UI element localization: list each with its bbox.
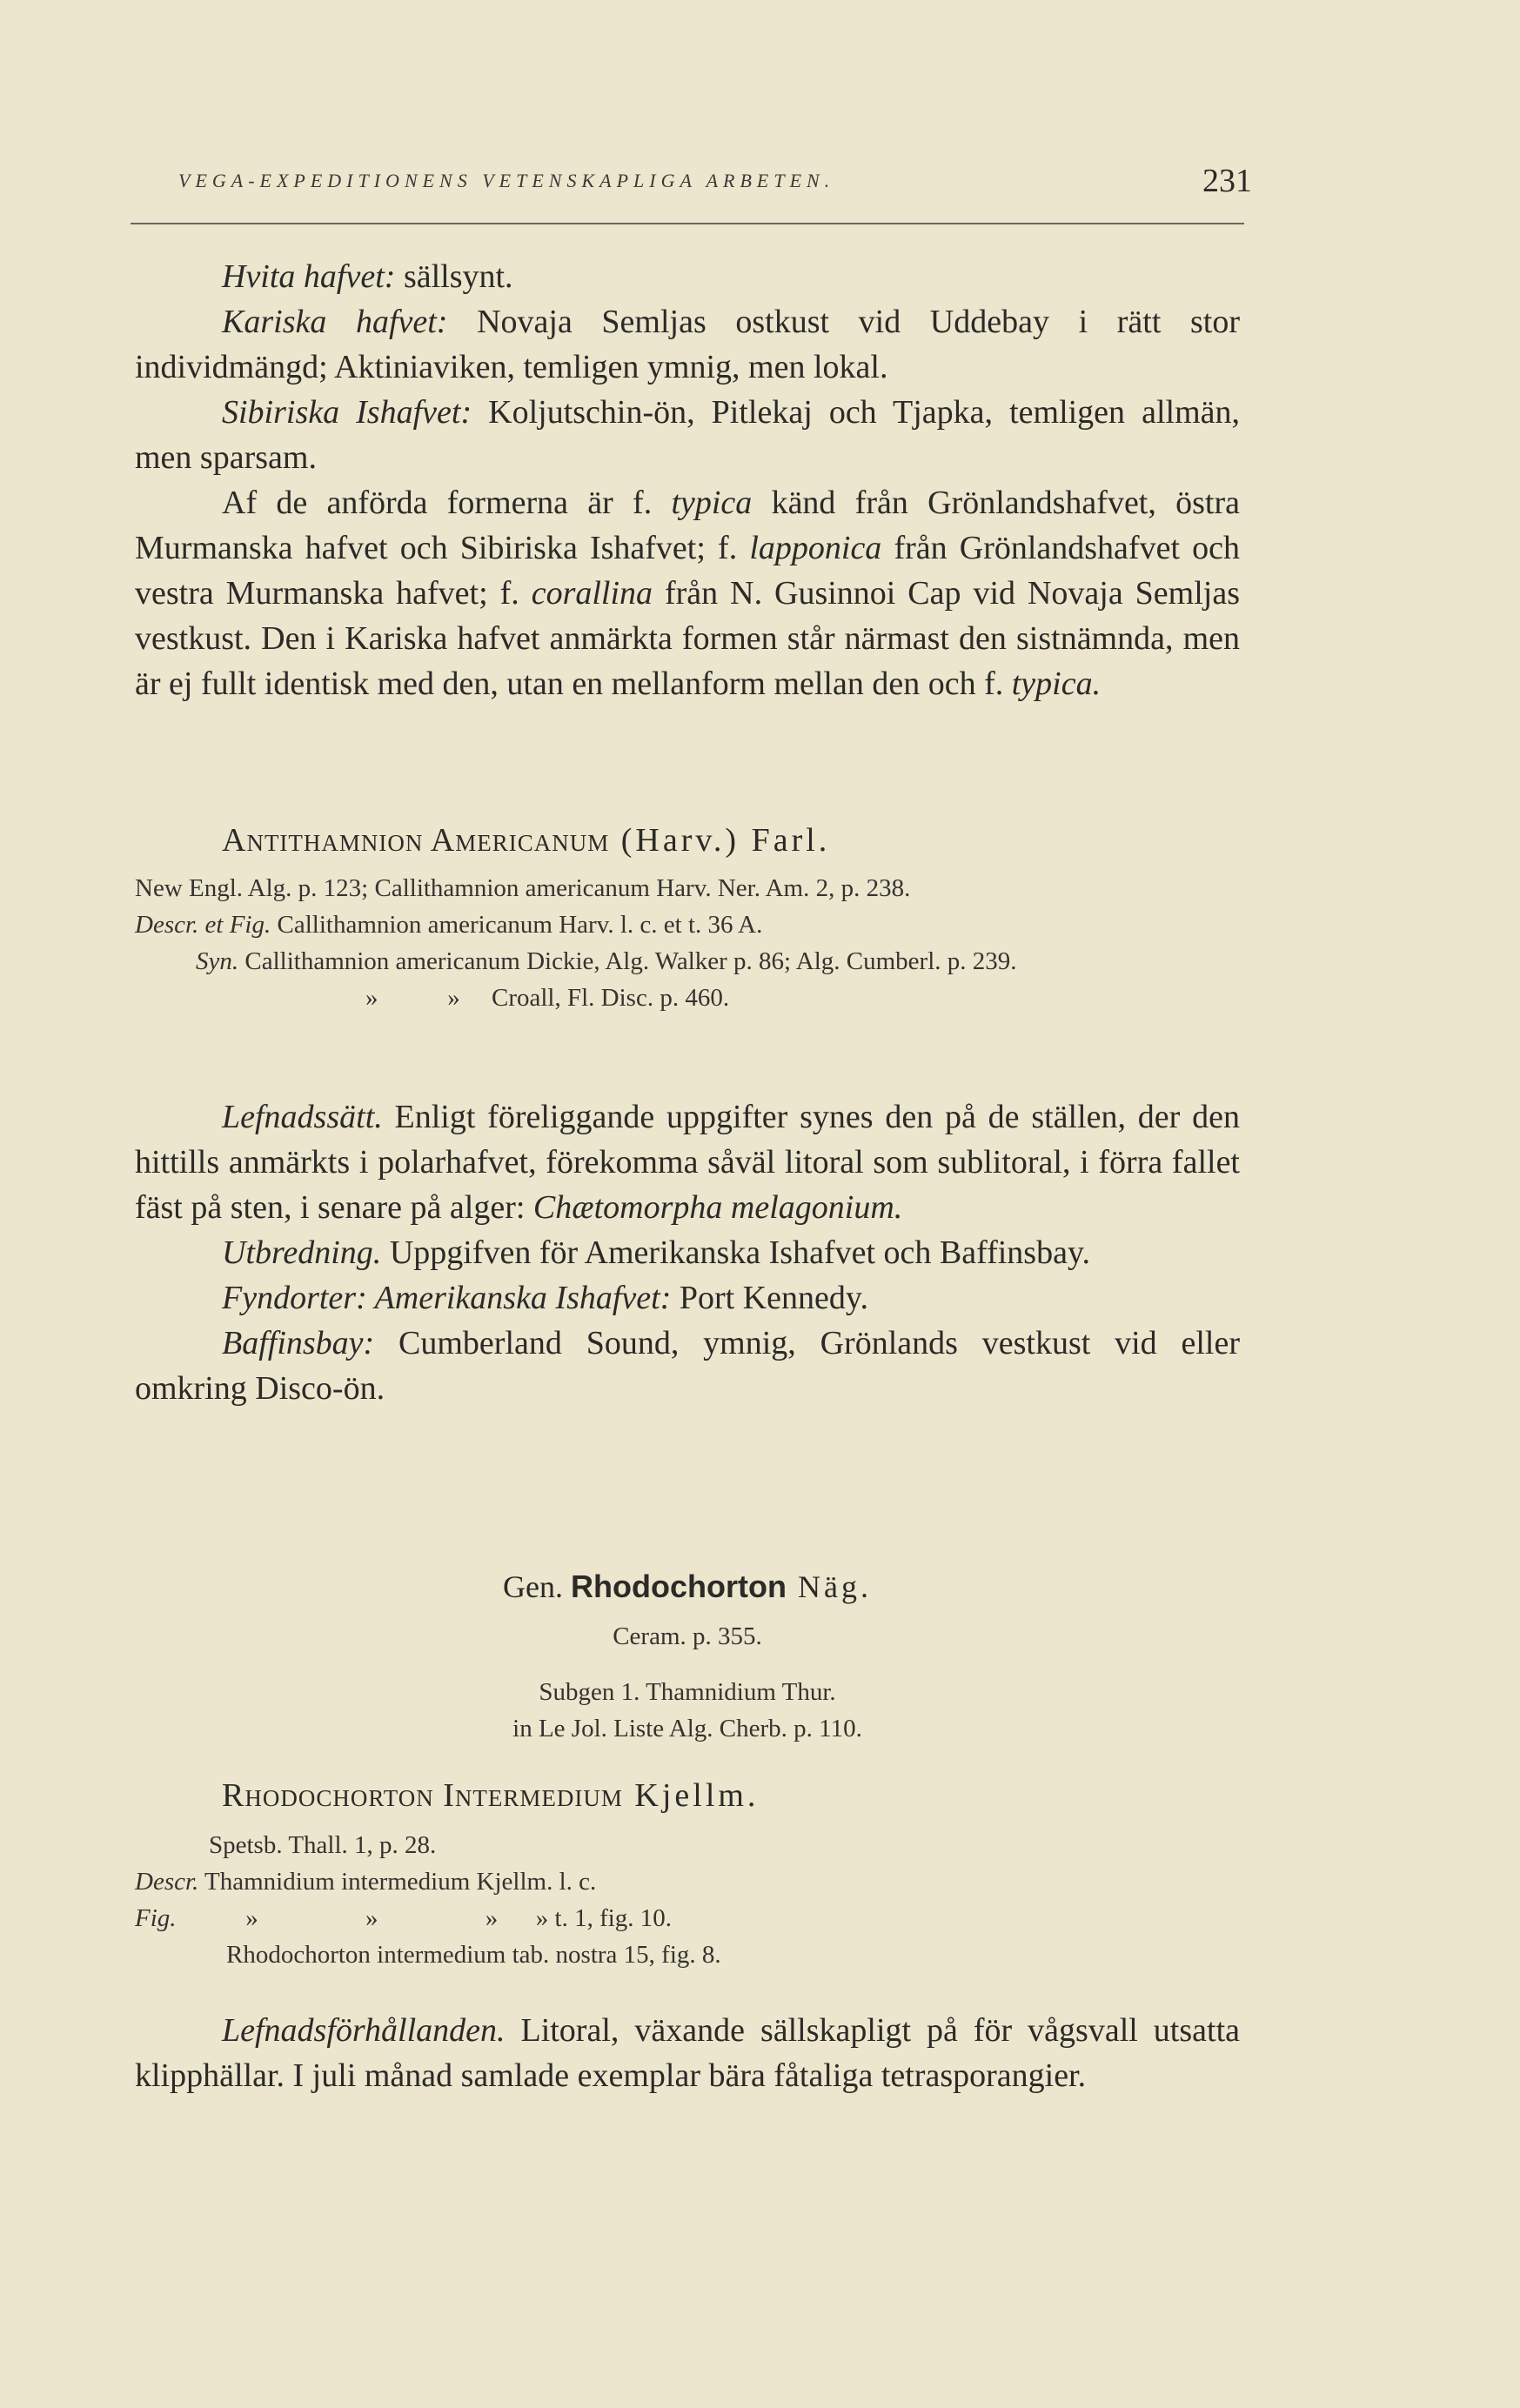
section-text: Enligt föreliggande uppgifter synes den på de ställen, der den hittills anmärkts i polarhafvet, förekomma såväl litoral som sublitoral, i förra fallet fäst på sten, i senare på alger: — [135, 1099, 1240, 1226]
reference-text: » » » » t. 1, fig. 10. — [176, 1904, 673, 1932]
subgenus-line: Subgen 1. Thamnidium Thur. — [539, 1678, 836, 1706]
reference-syn — [135, 943, 1240, 980]
running-title: VEGA-EXPEDITIONENS VETENSKAPLIGA ARBETEN. — [178, 170, 835, 191]
genus-reference: Ceram. p. 355. — [613, 1622, 762, 1650]
page-number: 231 — [1202, 163, 1252, 199]
reference-fig — [135, 1900, 1240, 1936]
reference-text: Thamnidium intermedium Kjellm. l. c. — [198, 1868, 597, 1896]
distribution-section — [135, 254, 1240, 706]
genus-title — [135, 1564, 1240, 1609]
paragraph-fyndorter — [135, 1275, 1240, 1321]
genus-prefix: Gen. — [503, 1569, 572, 1604]
reference-syn2: » » Croall, Fl. Disc. p. 460. — [365, 984, 730, 1012]
text-run: Af de anförda formerna är f. — [222, 485, 672, 521]
reference-label: Descr. et Fig. — [135, 911, 271, 939]
species1-notes — [135, 1094, 1240, 1411]
section-label: Lefnadsförhållanden. — [222, 2012, 506, 2049]
locality-text: sällsynt. — [395, 258, 513, 295]
paragraph-sibiriska — [135, 390, 1240, 480]
species1-references — [135, 870, 1240, 1016]
paragraph-utbredning — [135, 1230, 1240, 1275]
paragraph-baffinsbay — [135, 1321, 1240, 1411]
locality-label: Hvita hafvet: — [222, 258, 396, 295]
section-label: Fyndorter: — [222, 1280, 367, 1316]
form-name: typica — [671, 485, 753, 521]
genus-name: Rhodochorton — [571, 1569, 787, 1604]
paragraph-lefnadssatt — [135, 1094, 1240, 1230]
locality-label: Sibiriska Ishafvet: — [222, 394, 472, 431]
form-name: lapponica — [749, 530, 882, 566]
section-label: Lefnadssätt. — [222, 1099, 383, 1135]
reference-label: Fig. — [135, 1904, 177, 1932]
section-text: Litoral, växande sällskapligt på för vågsvall utsatta klipphällar. I juli månad samlade exemplar bära fåtaliga tetrasporangier. — [135, 2012, 1240, 2094]
paragraph-hvita — [135, 254, 1240, 299]
reference-line: Spetsb. Thall. 1, p. 28. — [209, 1831, 437, 1859]
reference-descr — [135, 906, 1240, 943]
reference-descr — [135, 1863, 1240, 1900]
species-name: Antithamnion Americanum — [222, 822, 610, 859]
section-label: Utbredning. — [222, 1234, 382, 1271]
species2-notes — [135, 2008, 1240, 2098]
region-label: Amerikanska Ishafvet: — [366, 1280, 672, 1316]
paragraph-lefnadsforhallanden — [135, 2008, 1240, 2098]
reference-line: New Engl. Alg. p. 123; Callithamnion americanum Harv. Ner. Am. 2, p. 238. — [135, 874, 911, 902]
species-title — [135, 1773, 1240, 1818]
species-heading-antithamnion — [135, 818, 1240, 863]
genus-authority: Näg. — [786, 1569, 872, 1604]
subgenus-reference: in Le Jol. Liste Alg. Cherb. p. 110. — [512, 1715, 862, 1742]
text-run: från Grönlandshafvet och vestra Murmanska hafvet; f. — [135, 530, 1240, 612]
section-text: Cumberland Sound, ymnig, Grönlands vestkust vid eller omkring Disco-ön. — [135, 1325, 1240, 1407]
locality-text: Koljutschin-ön, Pitlekaj och Tjapka, temligen allmän, men sparsam. — [135, 394, 1240, 476]
section-text: Uppgifven för Amerikanska Ishafvet och Baffinsbay. — [381, 1234, 1090, 1271]
species2-references — [135, 1827, 1240, 1973]
reference-label: Descr. — [135, 1868, 199, 1896]
species-title — [135, 818, 1240, 863]
species-authority: (Harv.) Farl. — [609, 822, 831, 859]
locality-label: Kariska hafvet: — [222, 304, 448, 340]
genus-references — [135, 1618, 1240, 1747]
reference-fig2: Rhodochorton intermedium tab. nostra 15, fig. 8. — [226, 1941, 721, 1969]
reference-text: Callithamnion americanum Harv. l. c. et t. 36 A. — [271, 911, 763, 939]
alga-name: Chætomorpha melagonium. — [532, 1189, 903, 1226]
species-heading-rhodochorton — [135, 1773, 1240, 1818]
genus-heading — [135, 1564, 1240, 1609]
paragraph-forms — [135, 480, 1240, 706]
section-text: Port Kennedy. — [671, 1280, 868, 1316]
reference-label: Syn. — [196, 947, 239, 975]
text-run: från N. Gusinnoi Cap vid Novaja Semljas vestkust. Den i Kariska hafvet anmärkta formen står närmast den sistnämnda, men är ej fullt identisk med den, utan en mellanform mellan den och f. — [135, 575, 1240, 702]
locality-text: Novaja Semljas ostkust vid Uddebay i rätt stor individmängd; Aktiniaviken, temligen ymnig, men lokal. — [135, 304, 1240, 385]
form-name: typica. — [1011, 666, 1101, 702]
paragraph-kariska — [135, 299, 1240, 390]
region-label: Baffinsbay: — [222, 1325, 375, 1361]
species-name: Rhodochorton Intermedium — [222, 1777, 623, 1814]
text-run: känd från Grönlandshafvet, östra Murmanska hafvet och Sibiriska Ishafvet; f. — [135, 485, 1240, 566]
header-rule — [131, 223, 1244, 224]
species-authority: Kjellm. — [622, 1777, 760, 1814]
form-name: corallina — [531, 575, 653, 612]
reference-text: Callithamnion americanum Dickie, Alg. Walker p. 86; Alg. Cumberl. p. 239. — [238, 947, 1017, 975]
